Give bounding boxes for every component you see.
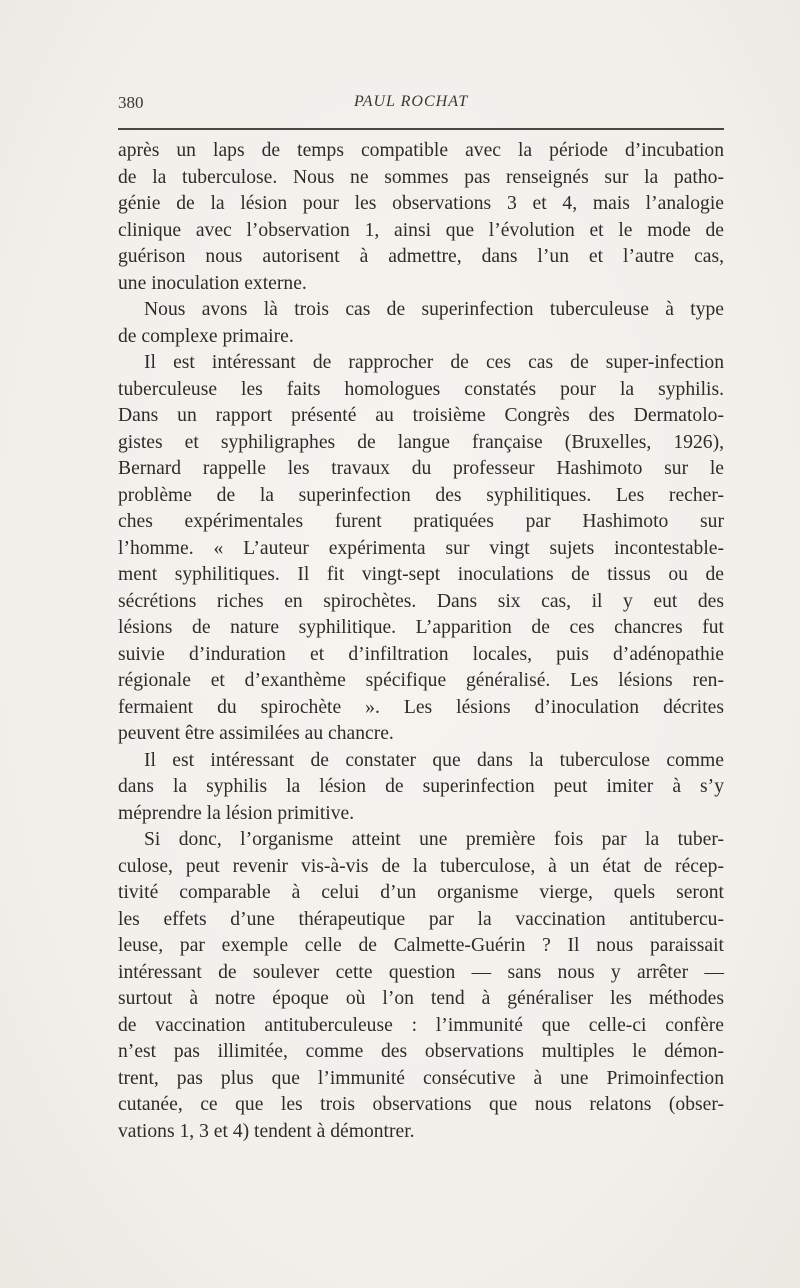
text-line: problème de la superinfection des syphilitiques. Les recher- <box>118 484 724 506</box>
text-line: clinique avec l’observation 1, ainsi que l’évolution et le mode de <box>118 219 724 241</box>
page-header <box>118 93 724 117</box>
text-line: de la tuberculose. Nous ne sommes pas renseignés sur la patho- <box>118 166 724 188</box>
text-line: après un laps de temps compatible avec la période d’incubation <box>118 140 724 161</box>
text-line: Si donc, l’organisme atteint une première fois par la tuber- <box>144 829 724 850</box>
text-line: cutanée, ce que les trois observations que nous relatons (obser- <box>118 1094 724 1115</box>
running-title: PAUL ROCHAT <box>354 93 469 110</box>
text-line: vations 1, 3 et 4) tendent à démontrer. <box>118 1120 415 1142</box>
text-line: méprendre la lésion primitive. <box>118 802 355 824</box>
text-line: Il est intéressant de constater que dans la tuberculose comme <box>144 749 724 771</box>
text-line: régionale et d’exanthème spécifique généralisé. Les lésions ren- <box>118 670 724 691</box>
text-line: surtout à notre époque où l’on tend à généraliser les méthodes <box>118 988 724 1009</box>
text-line: tuberculeuse les faits homologues constatés pour la syphilis. <box>118 378 724 400</box>
body-text <box>118 138 724 1145</box>
text-line: gistes et syphiligraphes de langue française (Bruxelles, 1926), <box>118 431 724 453</box>
text-line: guérison nous autorisent à admettre, dans l’un et l’autre cas, <box>118 246 724 267</box>
page-number: 380 <box>118 93 144 112</box>
text-line: ches expérimentales furent pratiquées par Hashimoto sur <box>118 511 724 532</box>
text-line: peuvent être assimilées au chancre. <box>118 723 394 744</box>
text-line: Bernard rappelle les travaux du professeur Hashimoto sur le <box>118 458 724 479</box>
text-line: de vaccination antituberculeuse : l’immunité que celle-ci confère <box>118 1014 724 1036</box>
text-line: ment syphilitiques. Il fit vingt-sept inoculations de tissus ou de <box>118 564 724 585</box>
text-line: tivité comparable à celui d’un organisme vierge, quels seront <box>118 882 724 903</box>
text-line: fermaient du spirochète ». Les lésions d’inoculation décrites <box>118 696 724 718</box>
text-line: Dans un rapport présenté au troisième Congrès des Dermatolo- <box>118 405 724 426</box>
text-line: suivie d’induration et d’infiltration locales, puis d’adénopathie <box>118 643 724 665</box>
header-rule <box>118 128 724 130</box>
text-line: l’homme. « L’auteur expérimenta sur vingt sujets incontestable- <box>118 537 724 559</box>
text-line: trent, pas plus que l’immunité consécutive à une Primoinfection <box>118 1067 724 1089</box>
text-line: leuse, par exemple celle de Calmette-Guérin ? Il nous paraissait <box>118 935 724 956</box>
text-line: de complexe primaire. <box>118 325 294 347</box>
text-line: Il est intéressant de rapprocher de ces cas de super-infection <box>144 352 724 373</box>
text-line: lésions de nature syphilitique. L’apparition de ces chancres fut <box>118 617 724 638</box>
text-line: sécrétions riches en spirochètes. Dans six cas, il y eut des <box>118 590 724 612</box>
text-line: une inoculation externe. <box>118 272 307 294</box>
text-line: les effets d’une thérapeutique par la vaccination antitubercu- <box>118 908 724 930</box>
text-line: intéressant de soulever cette question — sans nous y arrêter — <box>118 961 724 983</box>
text-line: génie de la lésion pour les observations 3 et 4, mais l’analogie <box>118 193 724 214</box>
text-line: dans la syphilis la lésion de superinfection peut imiter à s’y <box>118 776 724 797</box>
text-line: culose, peut revenir vis-à-vis de la tuberculose, à un état de récep- <box>118 855 724 877</box>
text-line: Nous avons là trois cas de superinfection tuberculeuse à type <box>144 299 724 320</box>
text-line: n’est pas illimitée, comme des observations multiples le démon- <box>118 1041 724 1062</box>
